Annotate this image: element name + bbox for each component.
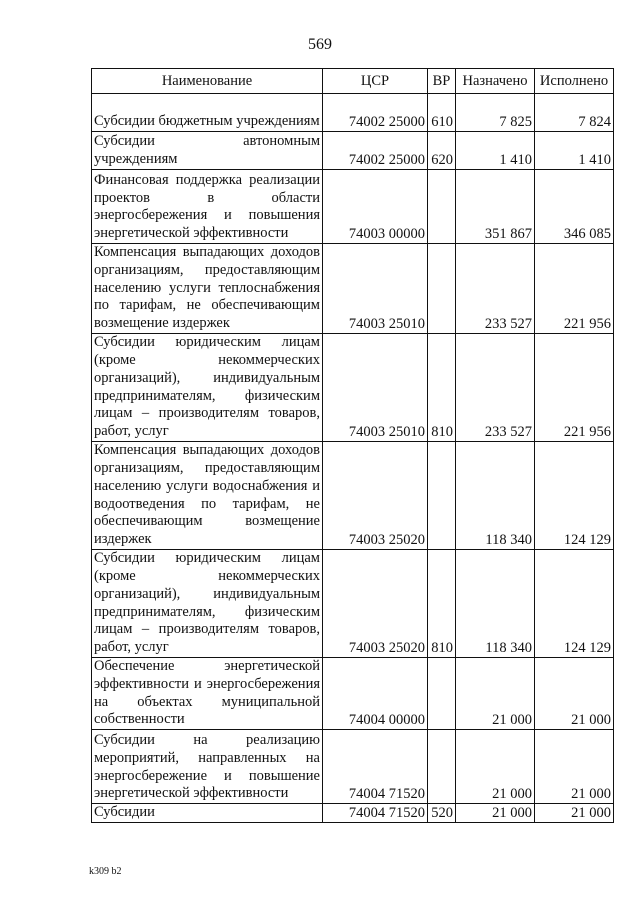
row-executed: 221 956 (535, 244, 614, 334)
row-vr: 810 (428, 334, 456, 442)
row-csr: 74004 71520 (323, 804, 428, 823)
row-csr: 74003 25020 (323, 550, 428, 658)
header-name: Наименование (92, 69, 323, 94)
row-planned: 21 000 (456, 658, 535, 730)
header-planned: Назначено (456, 69, 535, 94)
row-vr (428, 730, 456, 804)
row-csr: 74002 25000 (323, 132, 428, 170)
table-row (92, 442, 614, 550)
row-csr: 74004 00000 (323, 658, 428, 730)
row-name: Субсидии автономным учреждениям (92, 132, 323, 170)
table-row (92, 334, 614, 442)
page-number: 569 (308, 36, 332, 53)
row-csr: 74003 25010 (323, 334, 428, 442)
table-row (92, 804, 614, 823)
row-name: Субсидии юридическим лицам (кроме некоммерческих организаций), индивидуальным предпринимателям, физическим лицам – производителям товаров, работ, услуг (92, 334, 323, 442)
row-executed: 7 824 (535, 94, 614, 132)
row-planned: 7 825 (456, 94, 535, 132)
row-name: Финансовая поддержка реализации проектов в области энергосбережения и повышения энергетической эффективности (92, 170, 323, 244)
header-csr: ЦСР (323, 69, 428, 94)
table-row (92, 94, 614, 132)
table-row (92, 550, 614, 658)
row-executed: 221 956 (535, 334, 614, 442)
row-planned: 21 000 (456, 730, 535, 804)
row-name: Обеспечение энергетической эффективности и энергосбережения на объектах муниципальной собственности (92, 658, 323, 730)
table-row (92, 132, 614, 170)
row-planned: 233 527 (456, 244, 535, 334)
row-executed: 21 000 (535, 804, 614, 823)
row-executed: 1 410 (535, 132, 614, 170)
row-executed: 21 000 (535, 730, 614, 804)
row-executed: 124 129 (535, 550, 614, 658)
row-name: Субсидии (92, 804, 323, 823)
row-vr (428, 244, 456, 334)
row-csr: 74002 25000 (323, 94, 428, 132)
row-name: Компенсация выпадающих доходов организациям, предоставляющим населению услуги теплоснабжения по тарифам, не обеспечивающим возмещение издержек (92, 244, 323, 334)
row-vr: 520 (428, 804, 456, 823)
row-vr (428, 658, 456, 730)
row-vr (428, 170, 456, 244)
row-name: Субсидии на реализацию мероприятий, направленных на энергосбережение и повышение энергетической эффективности (92, 730, 323, 804)
table-row (92, 730, 614, 804)
table-row (92, 658, 614, 730)
budget-table (91, 68, 614, 823)
row-executed: 346 085 (535, 170, 614, 244)
row-vr: 610 (428, 94, 456, 132)
header-vr: ВР (428, 69, 456, 94)
row-executed: 124 129 (535, 442, 614, 550)
row-name: Субсидии бюджетным учреждениям (92, 94, 323, 132)
row-vr (428, 442, 456, 550)
header-executed: Исполнено (535, 69, 614, 94)
row-planned: 351 867 (456, 170, 535, 244)
row-planned: 21 000 (456, 804, 535, 823)
row-csr: 74004 71520 (323, 730, 428, 804)
table-row (92, 170, 614, 244)
row-vr: 620 (428, 132, 456, 170)
row-planned: 233 527 (456, 334, 535, 442)
row-vr: 810 (428, 550, 456, 658)
footer-code: k309 b2 (89, 866, 122, 877)
row-name: Субсидии юридическим лицам (кроме некоммерческих организаций), индивидуальным предпринимателям, физическим лицам – производителям товаров, работ, услуг (92, 550, 323, 658)
row-planned: 118 340 (456, 442, 535, 550)
row-name: Компенсация выпадающих доходов организациям, предоставляющим населению услуги водоснабжения и водоотведения по тарифам, не обеспечивающим возмещение издержек (92, 442, 323, 550)
table-header-row (92, 69, 614, 94)
row-csr: 74003 00000 (323, 170, 428, 244)
row-executed: 21 000 (535, 658, 614, 730)
row-csr: 74003 25010 (323, 244, 428, 334)
row-csr: 74003 25020 (323, 442, 428, 550)
row-planned: 118 340 (456, 550, 535, 658)
row-planned: 1 410 (456, 132, 535, 170)
table-row (92, 244, 614, 334)
